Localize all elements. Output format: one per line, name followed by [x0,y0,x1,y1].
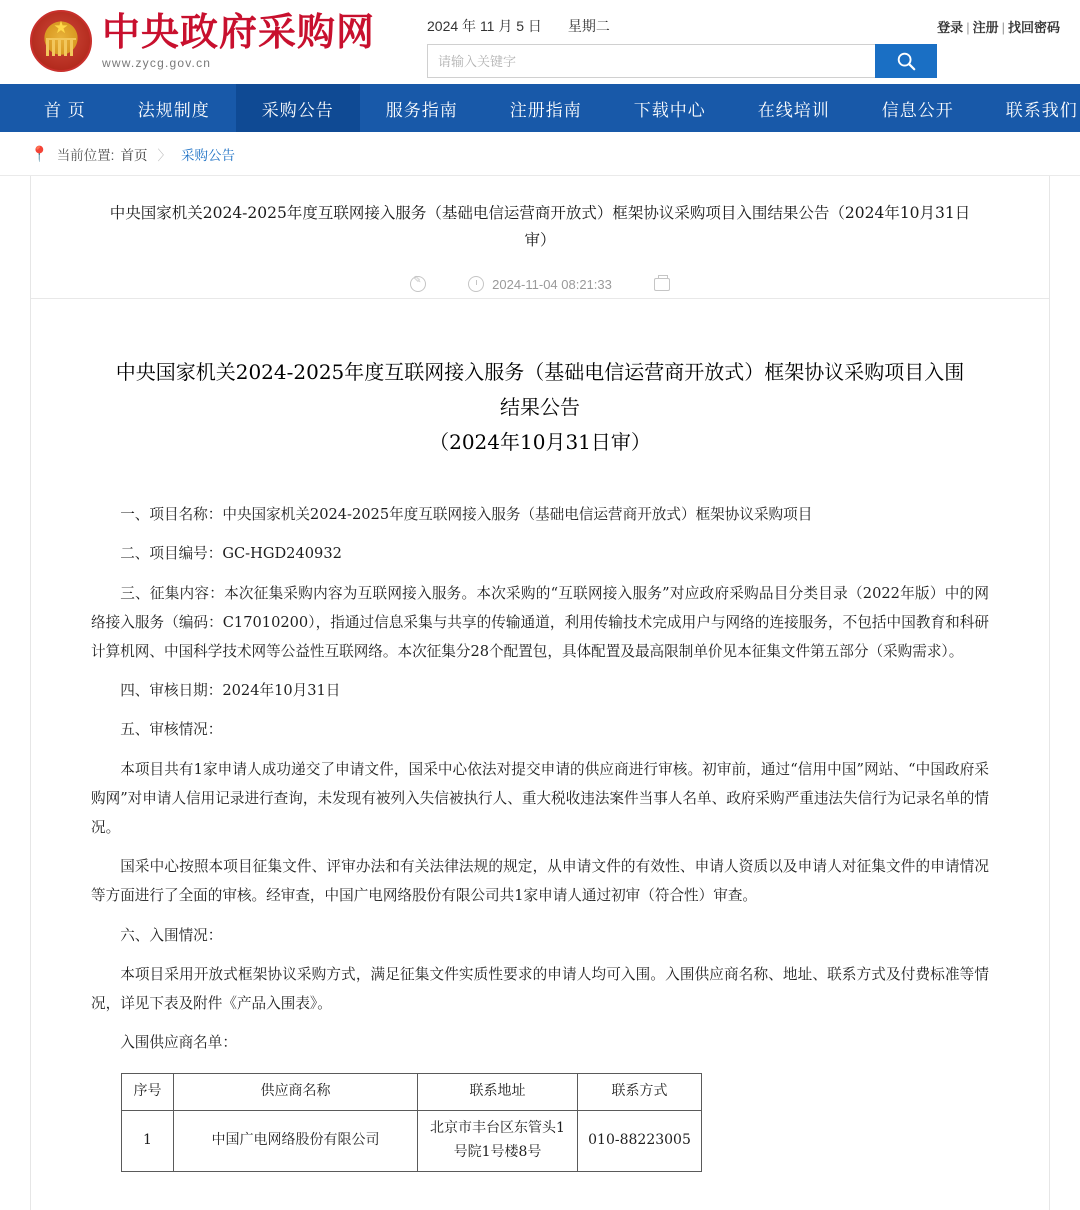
account-links [937,17,1060,36]
doc-title-line2: （2024年10月31日审） [429,430,651,455]
find-password-link[interactable]: 找回密码 [1007,19,1060,35]
date-text: 2024 年 11 月 5 日 [427,18,542,34]
header-top-row [427,16,1060,36]
nav-item-2[interactable]: 采购公告 [236,84,360,132]
paragraph-9: 入围供应商名单： [120,1034,237,1052]
page-title [107,355,973,460]
nav-item-0[interactable]: 首 页 [44,100,86,120]
brand-title: 中央政府采购网 [102,10,376,54]
paragraph-2: 三、征集内容：本次征集采购内容为互联网接入服务。本次采购的“互联网接入服务”对应政府采购品目分类目录（2022年版）中的网络接入服务（编码：C17010200），指通过信息采集与共享的传输通道，利用传输技术完成用户与网络的连接服务，不包括中国教育和科研计算机网、中国科学技术网等公益性互联网络。本次征集分28个配置包，具体配置及最高限制单价见本征集文件第五部分（采购需求）。 [91,584,989,660]
header-right [427,10,1060,78]
paragraph-8: 本项目采用开放式框架协议采购方式，满足征集文件实质性要求的申请人均可入围。入围供应商名称、地址、联系方式及付费标准等情况，详见下表及附件《产品入围表》。 [91,965,989,1012]
link-separator-1: | [966,19,970,35]
paragraph-3: 四、审核日期：2024年10月31日 [120,682,341,700]
nav-item-4[interactable]: 注册指南 [509,100,582,120]
column-header-vendor: 供应商名称 [174,1074,418,1111]
meta-divider [31,298,1049,299]
article-top-title: 中央国家机关2024-2025年度互联网接入服务（基础电信运营商开放式）框架协议采购项目入围结果公告（2024年10月31日审） [109,204,971,250]
link-separator-2: | [1001,19,1005,35]
cell-index: 1 [122,1111,174,1172]
article-timestamp: 2024-11-04 08:21:33 [492,276,612,292]
breadcrumb-home[interactable]: 首页 [120,147,148,163]
page-wrapper [0,176,1080,1210]
edit-meta[interactable] [410,276,426,292]
column-header-index: 序号 [122,1074,174,1111]
brand-url: www.zycg.gov.cn [102,56,212,70]
article-meta [91,276,989,292]
login-link[interactable]: 登录 [937,19,964,35]
doc-title-line1: 中央国家机关2024-2025年度互联网接入服务（基础电信运营商开放式）框架协议采购项目入围结果公告 [115,360,965,420]
pencil-icon [410,276,426,292]
paragraph-6: 国采中心按照本项目征集文件、评审办法和有关法律法规的规定，从申请文件的有效性、申请人资质以及申请人对征集文件的申请情况等方面进行了全面的审核。经审查，中国广电网络股份有限公司共1家申请人通过初审（符合性）审查。 [91,858,989,905]
column-header-address: 联系地址 [418,1074,578,1111]
weekday-text: 星期二 [567,18,610,34]
article-card [30,176,1050,1210]
site-brand[interactable] [30,10,375,72]
cell-contact: 010-88223005 [578,1111,702,1172]
main-navigation [0,84,1080,132]
breadcrumb-separator: 〉 [157,147,171,163]
article-body [91,500,989,1171]
breadcrumb-prefix: 当前位置: [56,147,115,163]
search-icon [895,50,917,72]
location-pin-icon: 📍 [30,145,49,163]
paragraph-4: 五、审核情况： [120,721,223,739]
search-bar [427,44,937,78]
vendor-table [121,1073,702,1171]
brand-text [102,10,376,70]
nav-item-5[interactable]: 下载中心 [633,100,706,120]
nav-item-7[interactable]: 信息公开 [881,100,954,120]
cell-address: 北京市丰台区东管头1号院1号楼8号 [418,1111,578,1172]
table-header-row [122,1074,702,1111]
breadcrumb-current[interactable]: 采购公告 [180,147,235,163]
paragraph-7: 六、入围情况： [120,926,223,944]
paragraph-1: 二、项目编号：GC-HGD240932 [120,545,342,563]
timestamp-meta [468,276,612,292]
nav-item-1[interactable]: 法规制度 [137,100,210,120]
paragraph-0: 一、项目名称：中央国家机关2024-2025年度互联网接入服务（基础电信运营商开放式）框架协议采购项目 [120,506,813,524]
printer-icon [654,278,670,291]
search-input[interactable] [427,44,875,78]
nav-item-3[interactable]: 服务指南 [385,100,458,120]
search-button[interactable] [875,44,937,78]
table-row [122,1111,702,1172]
column-header-contact: 联系方式 [578,1074,702,1111]
paragraph-5: 本项目共有1家申请人成功递交了申请文件，国采中心依法对提交申请的供应商进行审核。初审前，通过“信用中国”网站、“中国政府采购网”对申请人信用记录进行查询，未发现有被列入失信被执行人、重大税收违法案件当事人名单、政府采购严重违法失信行为记录名单的情况。 [91,760,989,836]
site-header [0,0,1080,84]
breadcrumb [0,132,1080,176]
register-link[interactable]: 注册 [972,19,999,35]
national-emblem-icon [30,10,92,72]
nav-item-8[interactable]: 联系我们 [1005,100,1078,120]
cell-vendor: 中国广电网络股份有限公司 [174,1111,418,1172]
print-meta[interactable] [654,278,670,291]
clock-icon [468,276,484,292]
nav-item-6[interactable]: 在线培训 [757,100,830,120]
current-date [427,16,610,36]
